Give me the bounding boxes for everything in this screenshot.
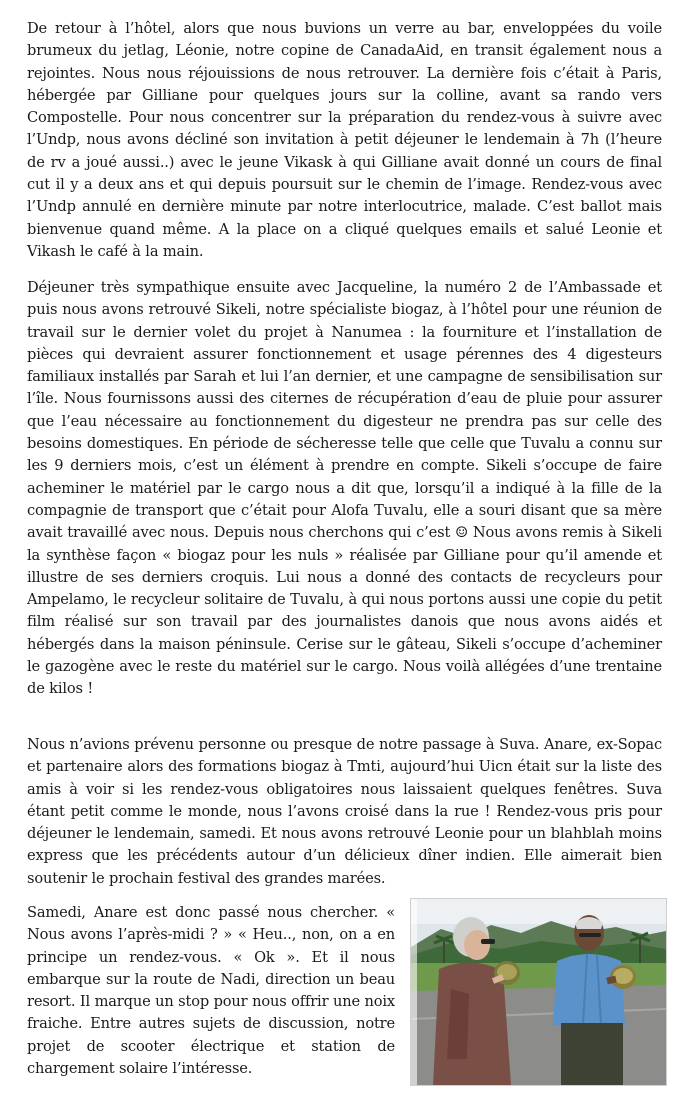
paragraph-suva: Nous n’avions prévenu personne ou presque de notre passage à Suva. Anare, ex-Sopac et partenaire alors des formations biogaz à Tmti, aujourd’hui Uicn était sur la liste des amis à voir si les rendez-vous obligatoires nous laissaient quelques fenêtres. Suva étant petit comme le monde, nous l’avons croisé dans la rue ! Rendez-vous pris pour déjeuner le lendemain, samedi. Et nous avons retrouvé Leonie pour un blahblah moins express que les précédents autour d’un délicieux dîner indien. Elle aimerait bien soutenir le prochain festival des grandes marées.: [27, 736, 662, 887]
paragraph-lunch-ambassade: Déjeuner très sympathique ensuite avec Jacqueline, la numéro 2 de l’Ambassade et puis nous avons retrouvé Sikeli, notre spécialiste biogaz, à l’hôtel pour une réunion de travail sur le dernier volet du projet à Nanumea : la fourniture et l’installation de pièces qui devraient assurer fonctionnement et usage pérennes des 4 digesteurs familiaux installés par Sarah et lui l’an dernier, et une campagne de sensibilisation sur l’île. Nous fournissons aussi des citernes de récupération d’eau de pluie pour assurer que l’eau nécessaire au fonctionnement du digesteur ne prendra pas sur celle des besoins domestiques. En période de sécheresse telle que celle que Tuvalu a connu sur les 9 derniers mois, c’est un élément à prendre en compte. Sikeli s’occupe de faire acheminer le matériel par le cargo nous a dit que, lorsqu’il a indiqué à la fille de la compagnie de transport que c’était pour Alofa Tuvalu, elle a souri disant que sa mère avait travaillé avec nous. Depuis nous cherchons qui c’est ☺ Nous avons remis à Sikeli la synthèse façon « biogaz pour les nuls » réalisée par Gilliane pour qu’il amende et illustre de ses derniers croquis. Lui nous a donné des contacts de recycleurs pour Ampelamo, le recycleur solitaire de Tuvalu, à qui nous portons aussi une copie du petit film réalisé sur son travail par des journalistes danois que nous avons aidés et hébergés dans la maison péninsule. Cerise sur le gâteau, Sikeli s’occupe d’acheminer le gazogène avec le reste du matériel sur le cargo. Nous voilà allégées d’une trentaine de kilos !: [27, 279, 662, 698]
paragraph-hotel-bar: De retour à l’hôtel, alors que nous buvions un verre au bar, enveloppées du voile brumeux du jetlag, Léonie, notre copine de CanadaAid, en transit également nous a rejointes. Nous nous réjouissions de nous retrouver. La dernière fois c’était à Paris, hébergée par Gilliane pour quelques jours sur la colline, avant sa rando vers Compostelle. Pour nous concentrer sur la préparation du rendez-vous à suivre avec l’Undp, nous avons décliné son invitation à petit déjeuner le lendemain à 7h (l’heure de rv a joué aussi..) avec le jeune Vikask à qui Gilliane avait donné un cours de final cut il y a deux ans et qui depuis poursuit sur le chemin de l’image. Rendez-vous avec l’Undp annulé en dernière minute par notre interlocutrice, malade. C’est ballot mais bienvenue quand même. A la place on a cliqué quelques emails et salué Leonie et Vikash le café à la main.: [27, 20, 662, 260]
coconut-drinking-photo: [410, 898, 667, 1086]
photo-illustration: [411, 899, 666, 1085]
paragraph-samedi-anare: Samedi, Anare est donc passé nous chercher. « Nous avons l’après-midi ? » « Heu.., non, on a en principe un rendez-vous. « Ok ». Et il nous embarque sur la route de Nadi, direction un beau resort. Il marque un stop pour nous offrir une noix fraiche. Entre autres sujets de discussion, notre projet de scooter électrique et station de chargement solaire l’intéresse.: [27, 904, 395, 1078]
